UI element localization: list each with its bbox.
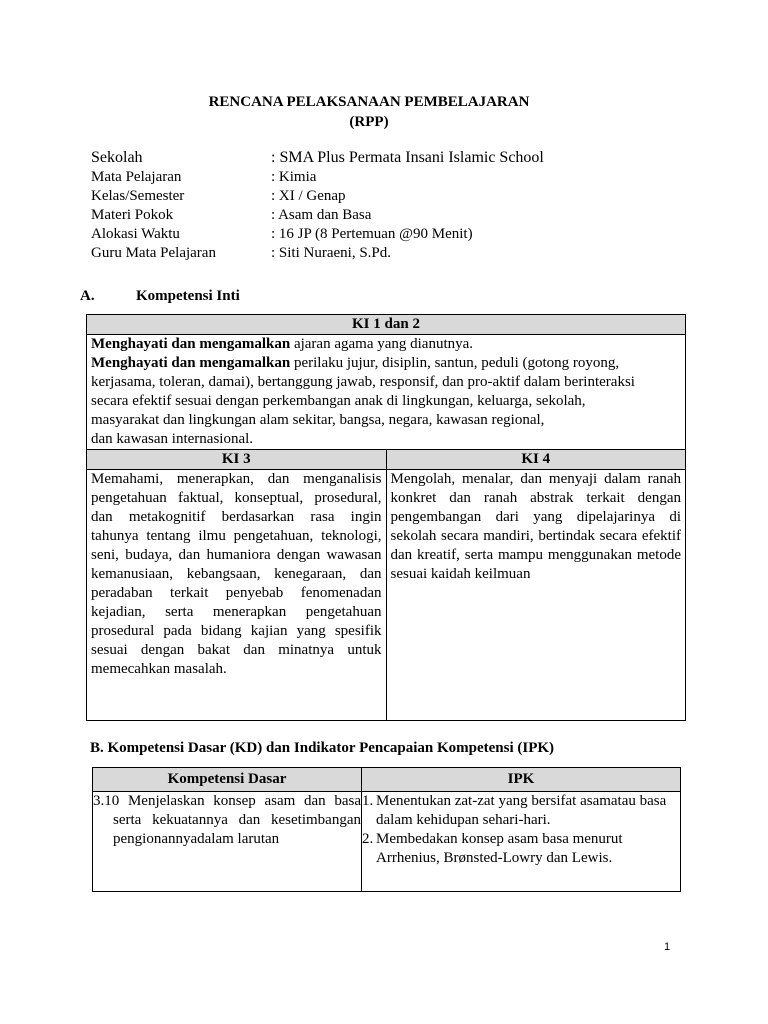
ipk-text: Menentukan zat-zat yang bersifat asamatau basa dalam kehidupan sehari-hari.	[376, 793, 667, 828]
ki12-text-1: ajaran agama yang dianutnya.	[290, 336, 474, 352]
info-label: Sekolah	[91, 149, 143, 166]
ki12-line-1	[91, 335, 681, 354]
info-label: Materi Pokok	[91, 207, 174, 223]
kd-ipk-table	[92, 767, 681, 892]
ki4-text: Mengolah, menalar, dan menyaji dalam ranah konkret dan ranah abstrak terkait dengan pengembangan dari yang dipelajarinya di sekolah secara mandiri, bertindak secara efektif dan kreatif, serta mampu menggunakan metode sesuai kaidah keilmuan	[390, 471, 681, 582]
section-b-heading: B. Kompetensi Dasar (KD) dan Indikator Pencapaian Kompetensi (IPK)	[90, 740, 555, 756]
info-value: : XI / Genap	[271, 188, 346, 204]
ki12-bold-2: Menghayati dan mengamalkan	[91, 355, 291, 371]
section-a-title: Kompetensi Inti	[136, 288, 240, 304]
ipk-list	[362, 792, 680, 868]
ki3-cell	[87, 470, 387, 721]
section-a-letter: A.	[80, 288, 95, 304]
ki12-text-3: dan kawasan internasional.	[91, 431, 254, 447]
ki12-para-2	[91, 354, 681, 430]
core-competence-table	[86, 314, 686, 721]
ki4-cell	[386, 470, 686, 721]
ki12-bold-1: Menghayati dan mengamalkan	[91, 336, 291, 352]
ki4-header: KI 4	[386, 450, 686, 470]
info-label: Kelas/Semester	[91, 188, 185, 204]
ipk-number: 1.	[362, 793, 374, 809]
list-item	[362, 830, 680, 868]
page-number: 1	[664, 941, 671, 953]
info-label: Mata Pelajaran	[91, 169, 182, 185]
ipk-number: 2.	[362, 831, 374, 847]
ipk-text: Membedakan konsep asam basa menurut Arrhenius, Brønsted-Lowry dan Lewis.	[376, 831, 623, 866]
kd-text: 3.10 Menjelaskan konsep asam dan basa serta kekuatannya dan kesetimbangan pengionannyadalam larutan	[93, 793, 361, 847]
list-item	[362, 792, 680, 830]
ipk-header: IPK	[362, 768, 681, 792]
info-value: : Kimia	[271, 169, 317, 185]
info-value: : Asam dan Basa	[271, 207, 372, 223]
kd-cell	[93, 792, 362, 892]
info-value: : Siti Nuraeni, S.Pd.	[271, 245, 392, 261]
title-line-1: RENCANA PELAKSANAAN PEMBELAJARAN	[208, 94, 530, 110]
ki12-header: KI 1 dan 2	[87, 315, 686, 335]
info-label: Guru Mata Pelajaran	[91, 245, 216, 261]
ki12-cell	[87, 335, 686, 450]
info-label: Alokasi Waktu	[91, 226, 180, 242]
kd-header: Kompetensi Dasar	[93, 768, 362, 792]
info-value: : 16 JP (8 Pertemuan @90 Menit)	[271, 226, 473, 242]
ki3-text: Memahami, menerapkan, dan menganalisis pengetahuan faktual, konseptual, prosedural, dan metakognitif berdasarkan rasa ingin tahunya tentang ilmu pengetahuan, teknologi, seni, budaya, dan humaniora dengan wawasan kemanusiaan, kebangsaan, kenegaraan, dan peradaban terkait penyebab fenomenadan kejadian, serta menerapkan pengetahuan prosedural pada bidang kajian yang spesifik sesuai dengan bakat dan minatnya untuk memecahkan masalah.	[91, 471, 382, 677]
title-line-2: (RPP)	[349, 114, 389, 130]
ki3-header: KI 3	[87, 450, 387, 470]
ipk-cell	[362, 792, 681, 892]
ki12-text-2: perilaku jujur, disiplin, santun, peduli (gotong royong, kerjasama, toleran, damai), bertanggung jawab, responsif, dan pro-aktif dalam berinteraksi secara efektif sesuai dengan perkembangan anak di lingkungan, keluarga, sekolah, masyarakat dan lingkungan alam sekitar, bangsa, negara, kawasan regional,	[91, 355, 635, 428]
document-title	[0, 92, 768, 132]
info-value: : SMA Plus Permata Insani Islamic School	[271, 149, 544, 166]
